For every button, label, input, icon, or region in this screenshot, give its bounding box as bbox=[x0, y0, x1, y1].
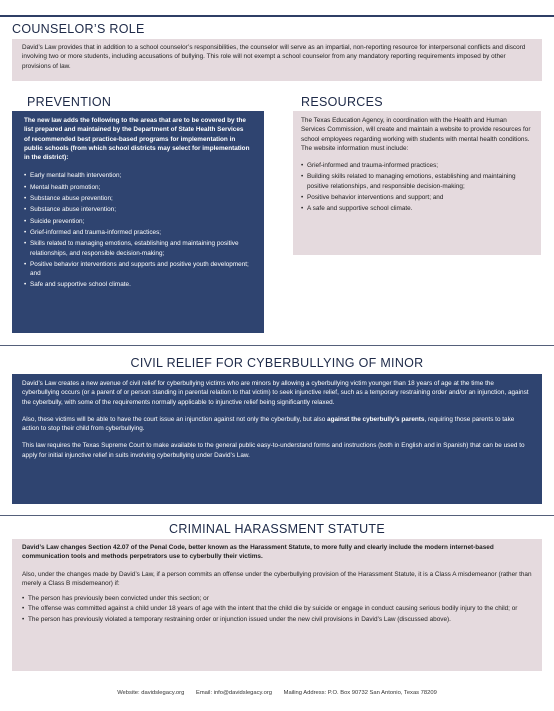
section-divider bbox=[0, 515, 554, 516]
civil-relief-paragraph-1: David’s Law creates a new avenue of civil relief for cyberbullying victims who are minors by allowing a cyberbullying victim younger than 18 years of age at the time the cyberbullying occurs (or a parent of or person standing in parental relation to that victim) to seek injunctive relief, such as a temporary restraining order and/or an injunction, against the cyberbully, with some of the requirements normally applicable to injunctive relief being significantly relaxed. bbox=[22, 380, 529, 406]
list-item: • The person has previously been convicted under this section; or bbox=[22, 594, 532, 603]
list-item: • Substance abuse prevention; bbox=[24, 194, 250, 203]
footer bbox=[0, 690, 554, 696]
list-item: • Early mental health intervention; bbox=[24, 171, 250, 180]
list-item: • A safe and supportive school climate. bbox=[301, 204, 531, 213]
resources-heading: RESOURCES bbox=[301, 95, 383, 109]
list-item: • Substance abuse intervention; bbox=[24, 205, 250, 214]
footer-email-link[interactable]: Email: info@davidslegacy.org bbox=[195, 690, 272, 696]
counselor-role-text: David’s Law provides that in addition to a school counselor’s responsibilities, the counselor will serve as an impartial, non-reporting resource for interpersonal conflicts and discord involving two or more students, including accusations of bullying. This role will not exempt a school counselor from any mandatory reporting requirements imposed by other provisions of law. bbox=[22, 44, 526, 70]
prevention-heading: PREVENTION bbox=[27, 95, 112, 109]
list-item: • The person has previously violated a temporary restraining order or injunction issued under the new civil provisions in David’s Law (discussed above). bbox=[22, 615, 532, 624]
civil-relief-paragraph-2-start: Also, these victims will be able to have the court issue an injunction against not only the cyberbully, but also bbox=[22, 415, 328, 423]
list-item: • Positive behavior interventions and support; and bbox=[301, 193, 531, 202]
section-divider bbox=[0, 345, 554, 346]
list-item: • The offense was committed against a child under 18 years of age with the intent that the child die by suicide or engage in conduct causing serious bodily injury to the child; or bbox=[22, 604, 532, 613]
list-item: • Grief-informed and trauma-informed practices; bbox=[301, 161, 531, 170]
prevention-list bbox=[24, 171, 250, 289]
list-item: • Suicide prevention; bbox=[24, 217, 250, 226]
criminal-harassment-paragraph: Also, under the changes made by David’s Law, if a person commits an offense under the cyberbullying provision of the Harassment Statute, it is a Class A misdemeanor (rather than merely a Class B misdemeanor) if: bbox=[22, 570, 532, 587]
civil-relief-panel bbox=[12, 374, 542, 504]
list-item: • Positive behavior interventions and supports and positive youth development; and bbox=[24, 260, 250, 279]
list-item: • Grief-informed and trauma-informed practices; bbox=[24, 228, 250, 237]
footer-mailing-address: Mailing Address: P.O. Box 90732 San Antonio, Texas 78209 bbox=[283, 690, 437, 696]
resources-list bbox=[301, 161, 531, 213]
civil-relief-heading: CIVIL RELIEF FOR CYBERBULLYING OF MINOR bbox=[130, 356, 424, 370]
criminal-harassment-intro: David’s Law changes Section 42.07 of the Penal Code, better known as the Harassment Statute, to more fully and clearly include the modern internet-based communication tools and methods perpetrators use to cyberbully their victims. bbox=[22, 544, 494, 561]
counselor-role-panel bbox=[12, 39, 542, 81]
civil-relief-paragraph-3: This law requires the Texas Supreme Court to make available to the general public easy-to-understand forms and instructions (both in English and in Spanish) that can be used to apply for initial injunctive relief in suits involving cyberbullying under David’s Law. bbox=[22, 442, 525, 459]
list-item: • Safe and supportive school climate. bbox=[24, 280, 250, 289]
list-item: • Mental health promotion; bbox=[24, 183, 250, 192]
criminal-harassment-panel bbox=[12, 539, 542, 671]
footer-website-link[interactable]: Website: davidslegacy.org bbox=[117, 690, 185, 696]
list-item: • Building skills related to managing emotions, establishing and maintaining positive relationships, and responsible decision-making; bbox=[301, 172, 531, 191]
civil-relief-emphasis: against the cyberbully’s parents bbox=[327, 415, 425, 423]
prevention-panel bbox=[12, 111, 264, 333]
criminal-harassment-heading: CRIMINAL HARASSMENT STATUTE bbox=[169, 522, 385, 536]
list-item: • Skills related to managing emotions, establishing and maintaining positive relationships, and responsible decision-making; bbox=[24, 239, 250, 258]
civil-relief-paragraph-2 bbox=[22, 415, 532, 434]
counselor-role-heading: COUNSELOR’S ROLE bbox=[12, 22, 145, 36]
civil-relief-paragraph-2-end: , requiring those parents to take action to stop their child from cyberbullying. bbox=[22, 415, 515, 433]
top-rule bbox=[0, 15, 554, 17]
resources-panel bbox=[293, 111, 541, 255]
prevention-intro: The new law adds the following to the areas that are to be covered by the list prepared and maintained by the Department of State Health Services of recommended best practice-based programs for implementation in public schools (from which school districts may select for implementation in the district): bbox=[24, 117, 250, 162]
resources-intro: The Texas Education Agency, in coordination with the Health and Human Services Commission, will create and maintain a website to provide resources for school employees regarding working with students with mental health conditions. The website information must include: bbox=[301, 117, 531, 152]
criminal-harassment-list bbox=[22, 594, 532, 624]
